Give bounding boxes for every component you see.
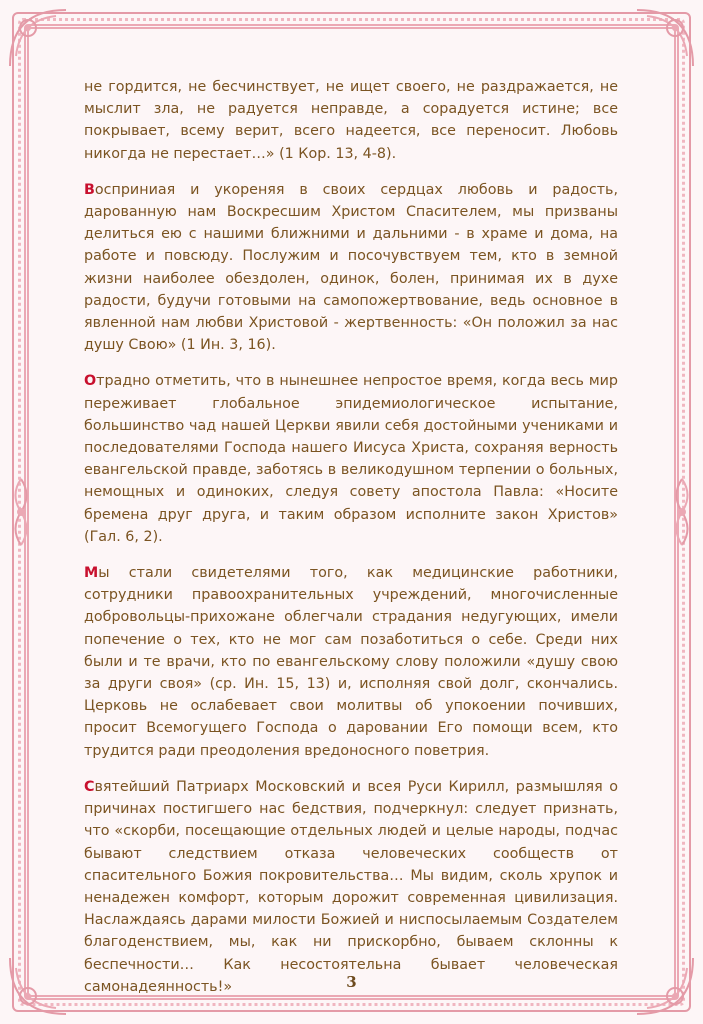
paragraph: [84, 179, 618, 357]
side-ornament-icon: [8, 477, 34, 547]
body-text: [84, 76, 618, 1012]
paragraph: [84, 562, 618, 762]
drop-cap: О: [84, 373, 97, 390]
paragraph-text: осприниая и укореняя в своих сердцах любовь и радость, дарованную нам Воскресшим Христом Спасителем, мы призваны делиться ею с нашими ближними и дальними - в храме и дома, на работе и повсюду. Послужим и посочувствуем тем, кто в земной жизни наиболее обездолен, одинок, болен, принимая их в духе радости, будучи готовыми на самопожертвование, ведь основное в явленной нам любви Христовой - жертвенность: «Он положил за нас душу Свою» (1 Ин. 3, 16).: [84, 181, 618, 354]
drop-cap: В: [84, 181, 95, 198]
paragraph: [84, 776, 618, 998]
drop-cap: С: [84, 778, 95, 795]
paragraph-text: традно отметить, что в нынешнее непростое время, когда весь мир переживает глобальное эпидемиологическое испытание, большинство чад нашей Церкви явили себя достойными учениками и последователями Господа нашего Иисуса Христа, сохраняя верность евангельской правде, заботясь в великодушном терпении о больных, немощных и одиноких, следуя совету апостола Павла: «Носите бремена друг друга, и таким образом исполните закон Христов» (Гал. 6, 2).: [84, 373, 618, 545]
page-number: 3: [346, 973, 357, 991]
paragraph-text: вятейший Патриарх Московский и всея Руси Кирилл, размышляя о причинах постигшего нас бедствия, подчеркнул: следует признать, что «скорби, посещающие отдельных людей и целые народы, подчас бывают следствием отказа человеческих сообществ от спасительного Божия покровительства… Мы видим, сколь хрупок и ненадежен комфорт, которым дорожит современная цивилизация. Наслаждаясь дарами милости Божией и ниспосылаемым Создателем благоденствием, мы, как ни прискорбно, бываем склонны к беспечности… Как несостоятельна бывает человеческая самонадеянность!»: [84, 778, 618, 995]
paragraph: [84, 76, 618, 165]
corner-ornament-icon: [6, 6, 70, 70]
paragraph-text: не гордится, не бесчинствует, не ищет своего, не раздражается, не мыслит зла, не радуется неправде, а сорадуется истине; все покрывает, всему верит, всего надеется, все переносит. Любовь никогда не перестает…» (1 Кор. 13, 4-8).: [84, 79, 618, 162]
drop-cap: М: [84, 565, 99, 582]
side-ornament-icon: [669, 477, 695, 547]
paragraph-text: ы стали свидетелями того, как медицинские работники, сотрудники правоохранительных учреждений, многочисленные добровольцы-прихожане облегчали страдания недугующих, имели попечение о тех, кто не мог сам позаботиться о себе. Среди них были и те врачи, кто по евангельскому слову положили «душу свою за други своя» (ср. Ин. 15, 13) и, исполняя свой долг, скончались. Церковь не ослабевает свои молитвы об упокоении почивших, просит Всемогущего Господа о даровании Его помощи всем, кто трудится ради преодоления вредоносного поветрия.: [84, 565, 618, 759]
corner-ornament-icon: [633, 6, 697, 70]
paragraph: [84, 370, 618, 548]
